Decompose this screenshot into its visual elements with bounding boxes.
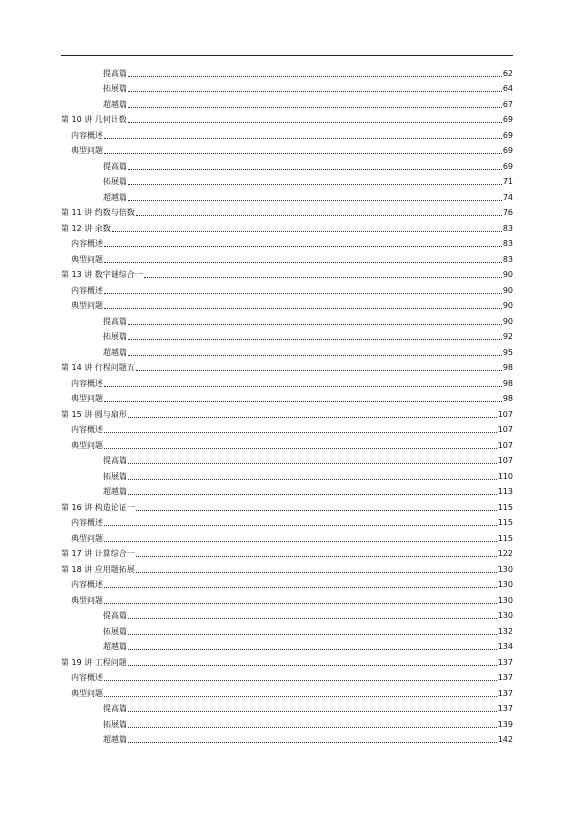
dot-leader — [136, 556, 497, 557]
toc-entry[interactable] — [61, 326, 513, 342]
toc-entry[interactable] — [61, 620, 513, 636]
toc-entry-title: 超越篇 — [103, 735, 127, 744]
toc-entry-page-number: 69 — [502, 130, 513, 140]
toc-entry-page-number: 90 — [502, 316, 513, 326]
toc-entry-title: 拓展篇 — [103, 626, 127, 636]
dot-leader — [128, 200, 502, 201]
toc-entry-title: 典型问题 — [71, 440, 103, 450]
dot-leader — [128, 169, 502, 170]
toc-entry[interactable] — [61, 109, 513, 125]
toc-entry-title: 第 11 讲 约数与倍数 — [61, 208, 135, 217]
toc-entry-title: 拓展篇 — [103, 471, 127, 481]
toc-entry[interactable] — [61, 155, 513, 171]
toc-entry-page-number: 107 — [497, 456, 513, 465]
dot-leader — [104, 432, 497, 433]
toc-entry-title: 超越篇 — [103, 347, 127, 357]
toc-entry-title: 第 19 讲 工程问题 — [61, 657, 127, 667]
toc-entry[interactable] — [61, 233, 513, 249]
toc-entry[interactable] — [61, 171, 513, 187]
dot-leader — [128, 184, 502, 185]
toc-entry-page-number: 95 — [502, 347, 513, 357]
toc-entry-page-number: 74 — [502, 192, 513, 202]
toc-entry[interactable] — [61, 729, 513, 745]
dot-leader — [128, 107, 502, 108]
dot-leader — [112, 231, 502, 232]
toc-entry-title: 提高篇 — [103, 316, 127, 326]
toc-entry[interactable] — [61, 264, 513, 280]
dot-leader — [128, 634, 497, 635]
toc-entry[interactable] — [61, 248, 513, 264]
dot-leader — [104, 401, 502, 402]
dot-leader — [104, 246, 502, 247]
toc-entry[interactable] — [61, 124, 513, 140]
toc-entry-page-number: 115 — [497, 518, 513, 527]
dot-leader — [104, 138, 502, 139]
toc-entry-title: 提高篇 — [103, 68, 127, 78]
toc-entry-page-number: 139 — [497, 719, 513, 729]
table-of-contents — [61, 62, 513, 744]
dot-leader — [104, 386, 502, 387]
toc-entry-title: 提高篇 — [103, 161, 127, 171]
toc-entry[interactable] — [61, 698, 513, 714]
toc-entry[interactable] — [61, 217, 513, 233]
toc-entry-title: 拓展篇 — [103, 177, 127, 186]
toc-entry-page-number: 113 — [497, 487, 513, 496]
toc-entry-title: 超越篇 — [103, 642, 127, 651]
toc-entry-title: 内容概述 — [71, 425, 103, 434]
toc-entry-page-number: 69 — [502, 115, 513, 124]
toc-entry[interactable] — [61, 682, 513, 698]
toc-entry[interactable] — [61, 403, 513, 419]
dot-leader — [104, 680, 497, 681]
toc-entry-title: 典型问题 — [71, 688, 103, 698]
toc-entry-title: 典型问题 — [71, 394, 103, 403]
toc-entry-title: 第 13 讲 数字谜综合一 — [61, 270, 143, 279]
dot-leader — [128, 479, 497, 480]
toc-entry[interactable] — [61, 388, 513, 404]
toc-entry-title: 超越篇 — [103, 192, 127, 202]
toc-entry-title: 内容概述 — [71, 518, 103, 527]
dot-leader — [128, 727, 497, 728]
toc-entry[interactable] — [61, 357, 513, 373]
toc-entry-page-number: 83 — [502, 239, 513, 248]
toc-entry[interactable] — [61, 574, 513, 590]
dot-leader — [128, 339, 502, 340]
toc-entry-title: 典型问题 — [71, 146, 103, 155]
dot-leader — [104, 696, 497, 697]
dot-leader — [128, 463, 497, 464]
dot-leader — [128, 122, 502, 123]
toc-entry[interactable] — [61, 512, 513, 528]
toc-entry-page-number: 107 — [497, 440, 513, 450]
toc-entry-title: 典型问题 — [71, 595, 103, 605]
toc-entry-title: 内容概述 — [71, 285, 103, 295]
toc-entry-title: 第 10 讲 几何计数 — [61, 115, 127, 124]
toc-entry[interactable] — [61, 419, 513, 435]
dot-leader — [128, 618, 497, 619]
toc-entry-title: 内容概述 — [71, 580, 103, 589]
dot-leader — [144, 277, 502, 278]
dot-leader — [104, 153, 502, 154]
toc-entry-page-number: 90 — [502, 285, 513, 295]
header-rule — [61, 55, 513, 56]
toc-entry[interactable] — [61, 481, 513, 497]
dot-leader — [128, 742, 497, 743]
toc-entry-page-number: 137 — [497, 657, 513, 667]
toc-entry-page-number: 122 — [497, 549, 513, 558]
toc-entry[interactable] — [61, 605, 513, 621]
toc-entry-title: 第 15 讲 圆与扇形 — [61, 409, 127, 419]
toc-entry-page-number: 69 — [502, 161, 513, 171]
dot-leader — [128, 324, 502, 325]
toc-entry-page-number: 130 — [497, 564, 513, 574]
toc-entry-page-number: 90 — [502, 270, 513, 279]
dot-leader — [136, 572, 497, 573]
toc-entry-title: 超越篇 — [103, 99, 127, 109]
toc-entry-title: 第 16 讲 构造论证一 — [61, 502, 135, 512]
toc-entry-page-number: 137 — [497, 704, 513, 713]
toc-entry-page-number: 137 — [497, 688, 513, 698]
dot-leader — [136, 370, 502, 371]
dot-leader — [136, 510, 497, 511]
toc-entry-page-number: 130 — [497, 580, 513, 589]
toc-entry[interactable] — [61, 450, 513, 466]
toc-entry-page-number: 90 — [502, 301, 513, 310]
toc-entry[interactable] — [61, 465, 513, 481]
dot-leader — [104, 308, 502, 309]
dot-leader — [128, 417, 497, 418]
toc-entry[interactable] — [61, 434, 513, 450]
dot-leader — [104, 262, 502, 263]
dot-leader — [128, 91, 502, 92]
dot-leader — [104, 448, 497, 449]
toc-entry-page-number: 67 — [502, 99, 513, 109]
toc-entry-title: 第 17 讲 计算综合一 — [61, 549, 135, 558]
toc-entry-page-number: 137 — [497, 673, 513, 682]
toc-entry-page-number: 83 — [502, 223, 513, 233]
toc-entry[interactable] — [61, 279, 513, 295]
toc-entry[interactable] — [61, 713, 513, 729]
toc-entry[interactable] — [61, 140, 513, 156]
dot-leader — [128, 665, 497, 666]
dot-leader — [136, 215, 502, 216]
toc-entry-page-number: 69 — [502, 146, 513, 155]
toc-entry-page-number: 71 — [502, 177, 513, 186]
dot-leader — [128, 355, 502, 356]
dot-leader — [104, 541, 497, 542]
dot-leader — [104, 293, 502, 294]
toc-entry-title: 第 18 讲 应用题拓展 — [61, 564, 135, 574]
toc-entry-page-number: 130 — [497, 595, 513, 605]
toc-entry-title: 内容概述 — [71, 130, 103, 140]
toc-entry-page-number: 76 — [502, 208, 513, 217]
toc-entry-page-number: 92 — [502, 332, 513, 341]
toc-entry-title: 典型问题 — [71, 301, 103, 310]
dot-leader — [128, 711, 497, 712]
toc-entry-title: 超越篇 — [103, 487, 127, 496]
toc-entry-title: 拓展篇 — [103, 719, 127, 729]
toc-entry[interactable] — [61, 558, 513, 574]
toc-entry[interactable] — [61, 93, 513, 109]
toc-entry[interactable] — [61, 372, 513, 388]
toc-entry-title: 内容概述 — [71, 239, 103, 248]
toc-entry-page-number: 130 — [497, 611, 513, 620]
toc-entry-title: 第 14 讲 行程问题五 — [61, 363, 135, 372]
toc-entry-page-number: 110 — [497, 471, 513, 481]
toc-entry-page-number: 98 — [502, 378, 513, 388]
toc-entry[interactable] — [61, 341, 513, 357]
toc-entry-page-number: 115 — [497, 533, 513, 543]
toc-entry-title: 内容概述 — [71, 378, 103, 388]
toc-entry-page-number: 98 — [502, 394, 513, 403]
dot-leader — [104, 603, 497, 604]
toc-entry-page-number: 83 — [502, 254, 513, 264]
toc-entry-page-number: 98 — [502, 363, 513, 372]
toc-entry[interactable] — [61, 543, 513, 559]
toc-entry-title: 提高篇 — [103, 611, 127, 620]
toc-entry-title: 第 12 讲 余数 — [61, 223, 111, 233]
toc-entry[interactable] — [61, 527, 513, 543]
toc-entry-title: 提高篇 — [103, 704, 127, 713]
toc-entry-page-number: 132 — [497, 626, 513, 636]
toc-entry[interactable] — [61, 589, 513, 605]
toc-entry-title: 典型问题 — [71, 254, 103, 264]
dot-leader — [104, 525, 497, 526]
toc-entry[interactable] — [61, 186, 513, 202]
toc-entry-title: 内容概述 — [71, 673, 103, 682]
toc-entry-title: 提高篇 — [103, 456, 127, 465]
toc-entry-page-number: 115 — [497, 502, 513, 512]
toc-entry[interactable] — [61, 651, 513, 667]
toc-entry[interactable] — [61, 496, 513, 512]
toc-entry[interactable] — [61, 202, 513, 218]
dot-leader — [104, 587, 497, 588]
toc-entry-title: 拓展篇 — [103, 332, 127, 341]
toc-entry-page-number: 107 — [497, 409, 513, 419]
dot-leader — [128, 649, 497, 650]
toc-entry-page-number: 62 — [502, 68, 513, 78]
toc-entry[interactable] — [61, 295, 513, 311]
toc-entry-title: 拓展篇 — [103, 84, 127, 93]
dot-leader — [128, 494, 497, 495]
toc-entry-page-number: 107 — [497, 425, 513, 434]
toc-entry-title: 典型问题 — [71, 533, 103, 543]
toc-entry[interactable] — [61, 310, 513, 326]
toc-entry[interactable] — [61, 636, 513, 652]
toc-entry[interactable] — [61, 62, 513, 78]
toc-entry-page-number: 142 — [497, 735, 513, 744]
toc-entry[interactable] — [61, 78, 513, 94]
dot-leader — [128, 76, 502, 77]
toc-entry-page-number: 134 — [497, 642, 513, 651]
toc-entry[interactable] — [61, 667, 513, 683]
toc-entry-page-number: 64 — [502, 84, 513, 93]
